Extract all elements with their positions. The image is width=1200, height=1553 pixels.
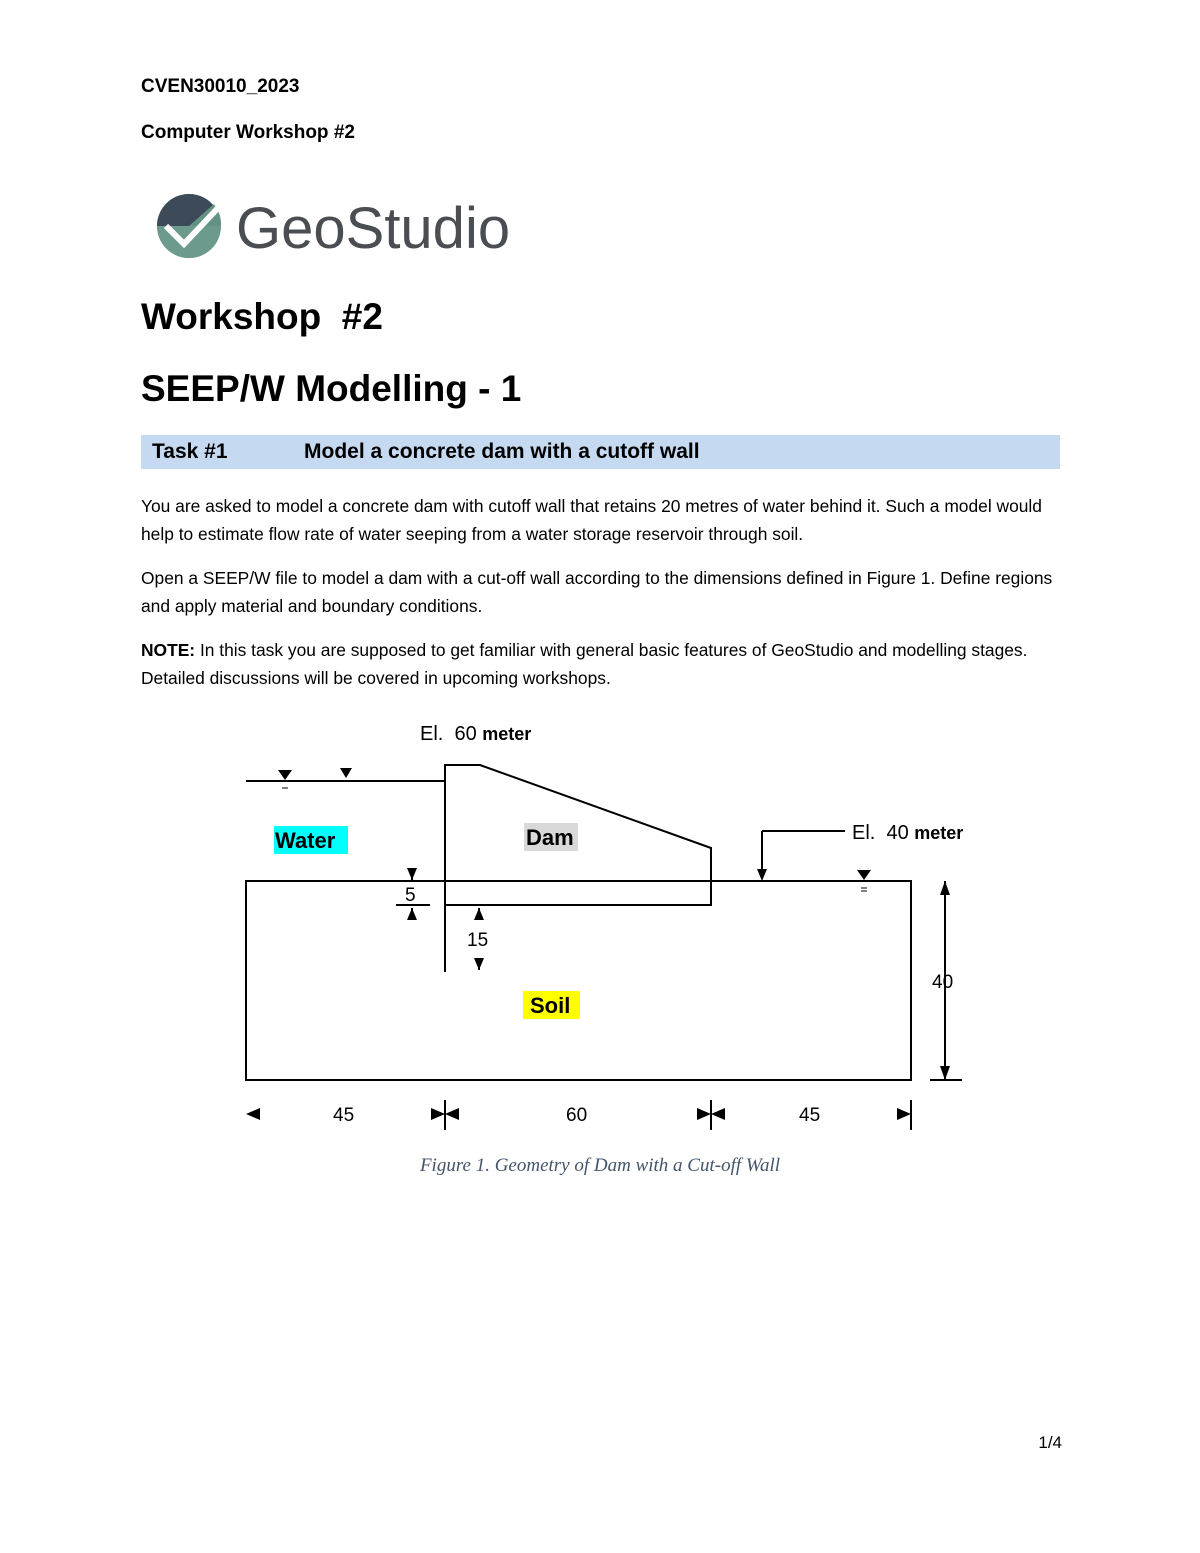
dam-label: Dam bbox=[526, 825, 574, 850]
water-level-marker-right bbox=[857, 870, 871, 880]
task-number: Task #1 bbox=[152, 440, 228, 463]
dim-60-label: 60 bbox=[566, 1105, 588, 1126]
task-title: Model a concrete dam with a cutoff wall bbox=[304, 440, 700, 463]
page-number: 1/4 bbox=[1038, 1433, 1062, 1452]
workshop-label: Computer Workshop #2 bbox=[141, 122, 355, 143]
dim-40-label: 40 bbox=[932, 972, 954, 993]
note-text: In this task you are supposed to get familiar with general basic features of GeoStudio and modelling stages. Detailed discussions will be covered in upcoming workshops. bbox=[141, 640, 1028, 688]
el60-unit: meter bbox=[482, 724, 532, 744]
paragraph-instructions: Open a SEEP/W file to model a dam with a cut-off wall according to the dimensions defined in Figure 1. Define regions and apply material and boundary conditions. bbox=[141, 568, 1053, 616]
el40-label bbox=[852, 822, 963, 844]
geostudio-logo-text: GeoStudio bbox=[236, 196, 511, 261]
water-label: Water bbox=[275, 828, 336, 853]
dim-45-left-label: 45 bbox=[333, 1105, 355, 1126]
figure-caption: Figure 1. Geometry of Dam with a Cut-off Wall bbox=[419, 1155, 781, 1176]
paragraph-intro: You are asked to model a concrete dam with cutoff wall that retains 20 metres of water behind it. Such a model would help to estimate flow rate of water seeping from a water storage reservoir through soil. bbox=[141, 496, 1042, 544]
el40-value: El. 40 bbox=[852, 822, 909, 844]
dim-15-label: 15 bbox=[467, 930, 489, 951]
el40-arrowhead bbox=[757, 869, 767, 881]
module-title: SEEP/W Modelling - 1 bbox=[141, 368, 522, 409]
water-level-marker-2 bbox=[340, 768, 352, 778]
course-code: CVEN30010_2023 bbox=[141, 76, 300, 97]
soil-boundary bbox=[246, 881, 911, 1080]
task-heading-bar bbox=[141, 435, 1060, 469]
dim-45-right-label: 45 bbox=[799, 1105, 821, 1126]
el60-label bbox=[420, 723, 531, 745]
dim-5-label: 5 bbox=[405, 885, 416, 906]
dam-geometry-figure bbox=[0, 700, 1200, 1150]
geostudio-logo-icon bbox=[157, 194, 221, 258]
geostudio-logo bbox=[152, 186, 512, 266]
paragraph-note bbox=[141, 636, 1066, 692]
soil-label: Soil bbox=[530, 993, 571, 1018]
el40-unit: meter bbox=[914, 823, 964, 843]
note-label: NOTE: bbox=[141, 640, 196, 660]
el60-value: El. 60 bbox=[420, 723, 477, 745]
workshop-title: Workshop #2 bbox=[141, 296, 383, 337]
water-level-marker-1 bbox=[278, 770, 292, 780]
